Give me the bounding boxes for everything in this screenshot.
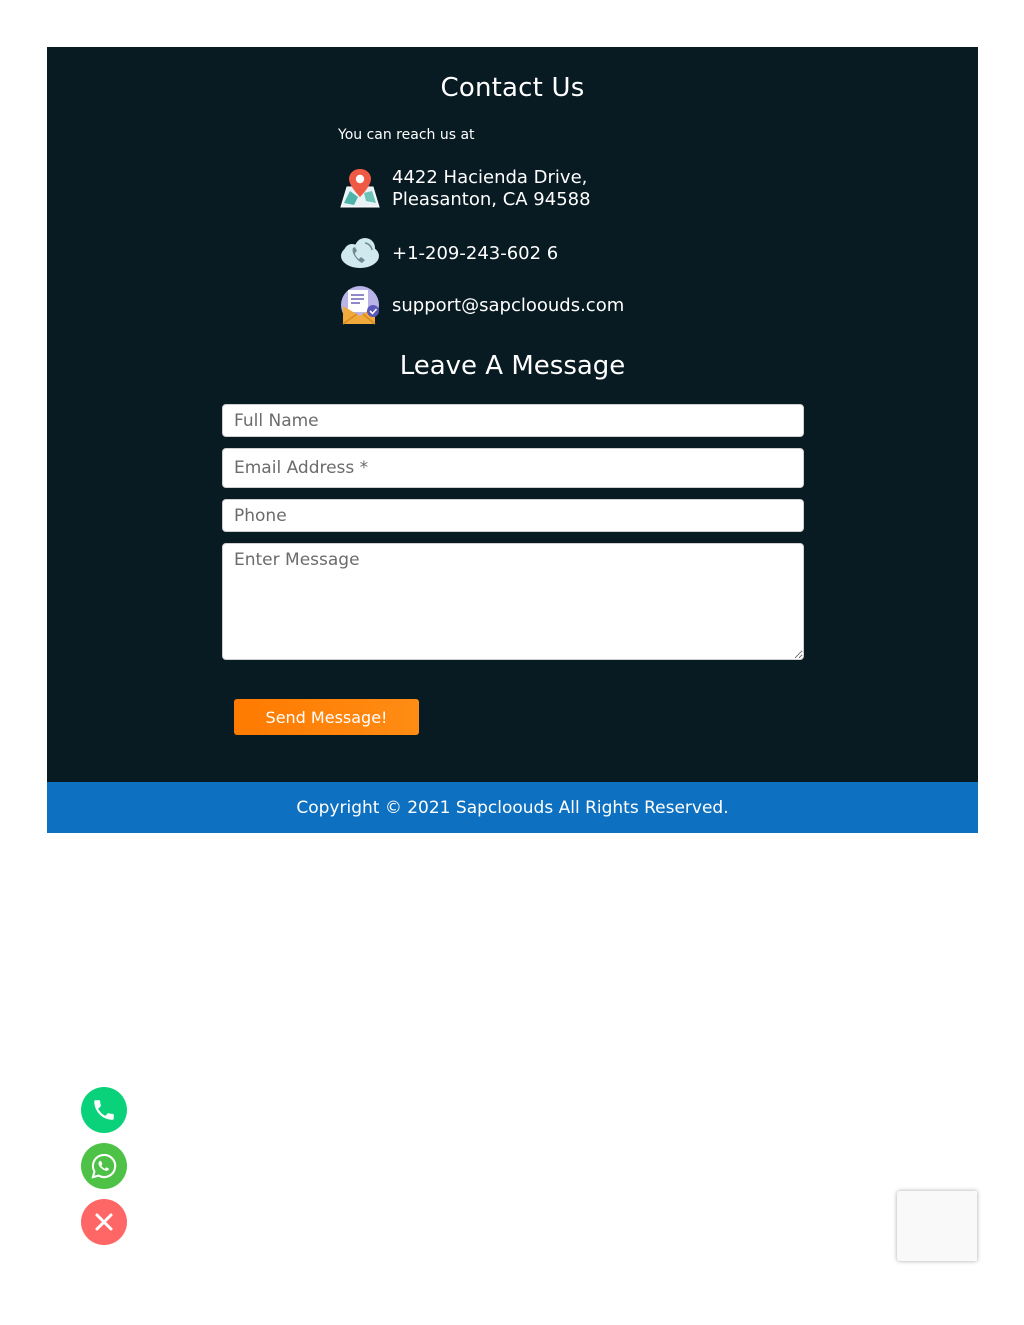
envelope-icon — [338, 284, 382, 328]
phone-cloud-icon — [338, 232, 382, 276]
phone-row — [338, 232, 558, 276]
footer-bar — [47, 782, 978, 833]
email-text[interactable]: support@sapcloouds.com — [392, 295, 625, 316]
leave-message-title: Leave A Message — [399, 351, 626, 381]
reach-text: You can reach us at — [338, 127, 475, 143]
phone-text: +1-209-243-602 6 — [392, 243, 559, 264]
recaptcha-badge[interactable] — [897, 1191, 977, 1261]
whatsapp-float-button[interactable] — [81, 1143, 127, 1189]
message-textarea[interactable] — [222, 543, 804, 660]
close-icon — [93, 1211, 115, 1233]
address-text — [392, 167, 591, 211]
send-message-button[interactable]: Send Message! — [234, 699, 419, 735]
phone-input[interactable] — [222, 499, 804, 532]
call-float-button[interactable] — [81, 1087, 127, 1133]
close-float-button[interactable] — [81, 1199, 127, 1245]
contact-section — [47, 47, 978, 782]
email-row — [338, 284, 624, 328]
map-pin-icon — [338, 167, 382, 211]
copyright-text: Copyright © 2021 Sapcloouds All Rights Reserved. — [296, 797, 729, 818]
address-line-1: 4422 Hacienda Drive, — [392, 167, 588, 188]
address-line-2: Pleasanton, CA 94588 — [392, 189, 591, 210]
phone-icon — [91, 1097, 117, 1123]
email-address-input[interactable] — [222, 448, 804, 488]
contact-title: Contact Us — [440, 73, 585, 103]
whatsapp-icon — [90, 1152, 118, 1180]
address-row — [338, 167, 591, 211]
full-name-input[interactable] — [222, 404, 804, 437]
